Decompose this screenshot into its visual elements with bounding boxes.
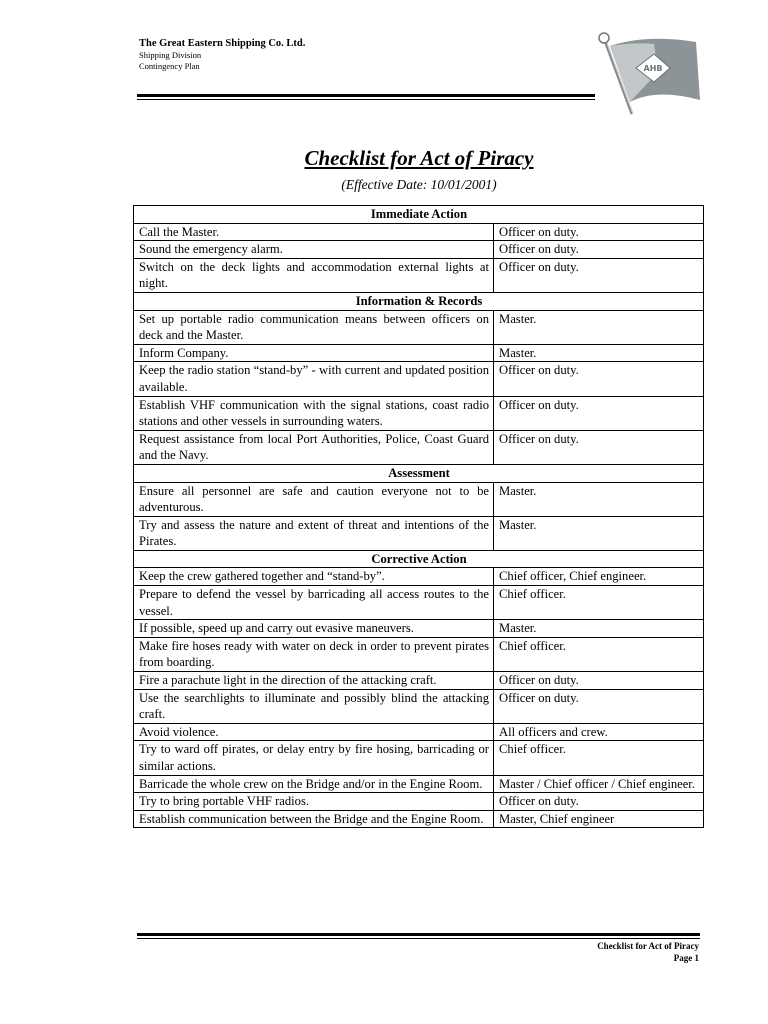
section-heading-corrective: Corrective Action bbox=[134, 550, 704, 568]
action-cell: Try to bring portable VHF radios. bbox=[134, 793, 494, 811]
title-block bbox=[134, 146, 704, 193]
table-row bbox=[134, 689, 704, 723]
page-number: Page 1 bbox=[673, 953, 699, 963]
responsible-cell: Officer on duty. bbox=[494, 258, 704, 292]
table-row bbox=[134, 793, 704, 811]
table-row bbox=[134, 430, 704, 464]
footer-doc-title: Checklist for Act of Piracy bbox=[597, 941, 699, 951]
responsible-cell: Officer on duty. bbox=[494, 362, 704, 396]
footer-rule-thin bbox=[137, 938, 700, 939]
section-row bbox=[134, 464, 704, 482]
responsible-cell: Master, Chief engineer bbox=[494, 810, 704, 828]
responsible-cell: Officer on duty. bbox=[494, 241, 704, 259]
responsible-cell: Officer on duty. bbox=[494, 223, 704, 241]
responsible-cell: Chief officer. bbox=[494, 586, 704, 620]
table-row bbox=[134, 775, 704, 793]
piracy-checklist-table bbox=[133, 205, 704, 828]
action-cell: Make fire hoses ready with water on deck in order to prevent pirates from boarding. bbox=[134, 637, 494, 671]
company-name: The Great Eastern Shipping Co. Ltd. bbox=[139, 38, 306, 49]
action-cell: Try to ward off pirates, or delay entry by fire hosing, barricading or similar actions. bbox=[134, 741, 494, 775]
action-cell: Keep the crew gathered together and “stand-by”. bbox=[134, 568, 494, 586]
logo-lettering: AHB bbox=[643, 64, 663, 73]
action-cell: Establish communication between the Bridge and the Engine Room. bbox=[134, 810, 494, 828]
table-row bbox=[134, 568, 704, 586]
footer-rule-thick bbox=[137, 933, 700, 936]
division-name: Shipping Division bbox=[139, 50, 202, 60]
table-row bbox=[134, 810, 704, 828]
responsible-cell: Officer on duty. bbox=[494, 430, 704, 464]
header-rule-thick bbox=[137, 94, 595, 97]
page-footer bbox=[597, 940, 699, 964]
action-cell: Switch on the deck lights and accommodation external lights at night. bbox=[134, 258, 494, 292]
responsible-cell: All officers and crew. bbox=[494, 723, 704, 741]
action-cell: Use the searchlights to illuminate and possibly blind the attacking craft. bbox=[134, 689, 494, 723]
responsible-cell: Master / Chief officer / Chief engineer. bbox=[494, 775, 704, 793]
action-cell: Try and assess the nature and extent of threat and intentions of the Pirates. bbox=[134, 516, 494, 550]
responsible-cell: Chief officer, Chief engineer. bbox=[494, 568, 704, 586]
action-cell: Ensure all personnel are safe and caution everyone not to be adventurous. bbox=[134, 482, 494, 516]
action-cell: Fire a parachute light in the direction of the attacking craft. bbox=[134, 672, 494, 690]
table-row bbox=[134, 344, 704, 362]
effective-date: (Effective Date: 10/01/2001) bbox=[341, 177, 497, 192]
table-row bbox=[134, 516, 704, 550]
responsible-cell: Chief officer. bbox=[494, 637, 704, 671]
action-cell: Prepare to defend the vessel by barricading all access routes to the vessel. bbox=[134, 586, 494, 620]
table-row bbox=[134, 362, 704, 396]
table-row bbox=[134, 637, 704, 671]
responsible-cell: Master. bbox=[494, 482, 704, 516]
table-row bbox=[134, 258, 704, 292]
section-heading-immediate: Immediate Action bbox=[134, 206, 704, 224]
action-cell: Avoid violence. bbox=[134, 723, 494, 741]
action-cell: Request assistance from local Port Authorities, Police, Coast Guard and the Navy. bbox=[134, 430, 494, 464]
action-cell: Set up portable radio communication means between officers on deck and the Master. bbox=[134, 310, 494, 344]
table-row bbox=[134, 723, 704, 741]
responsible-cell: Master. bbox=[494, 344, 704, 362]
section-heading-information: Information & Records bbox=[134, 292, 704, 310]
header-rule-thin bbox=[137, 99, 595, 100]
table-row bbox=[134, 241, 704, 259]
plan-name: Contingency Plan bbox=[139, 61, 200, 71]
action-cell: Establish VHF communication with the signal stations, coast radio stations and other vessels in surrounding waters. bbox=[134, 396, 494, 430]
table-row bbox=[134, 223, 704, 241]
responsible-cell: Master. bbox=[494, 620, 704, 638]
section-row bbox=[134, 292, 704, 310]
table-row bbox=[134, 620, 704, 638]
responsible-cell: Master. bbox=[494, 310, 704, 344]
table-row bbox=[134, 396, 704, 430]
table-row bbox=[134, 672, 704, 690]
responsible-cell: Officer on duty. bbox=[494, 672, 704, 690]
responsible-cell: Chief officer. bbox=[494, 741, 704, 775]
action-cell: Keep the radio station “stand-by” - with current and updated position available. bbox=[134, 362, 494, 396]
responsible-cell: Officer on duty. bbox=[494, 396, 704, 430]
section-heading-assessment: Assessment bbox=[134, 464, 704, 482]
action-cell: If possible, speed up and carry out evasive maneuvers. bbox=[134, 620, 494, 638]
responsible-cell: Officer on duty. bbox=[494, 793, 704, 811]
section-row bbox=[134, 206, 704, 224]
document-title: Checklist for Act of Piracy bbox=[304, 146, 534, 170]
document-header bbox=[139, 37, 305, 72]
section-row bbox=[134, 550, 704, 568]
table-row bbox=[134, 310, 704, 344]
action-cell: Call the Master. bbox=[134, 223, 494, 241]
action-cell: Inform Company. bbox=[134, 344, 494, 362]
table-row bbox=[134, 482, 704, 516]
responsible-cell: Master. bbox=[494, 516, 704, 550]
company-flag-logo bbox=[596, 30, 704, 118]
responsible-cell: Officer on duty. bbox=[494, 689, 704, 723]
action-cell: Barricade the whole crew on the Bridge and/or in the Engine Room. bbox=[134, 775, 494, 793]
table-row bbox=[134, 586, 704, 620]
action-cell: Sound the emergency alarm. bbox=[134, 241, 494, 259]
table-row bbox=[134, 741, 704, 775]
